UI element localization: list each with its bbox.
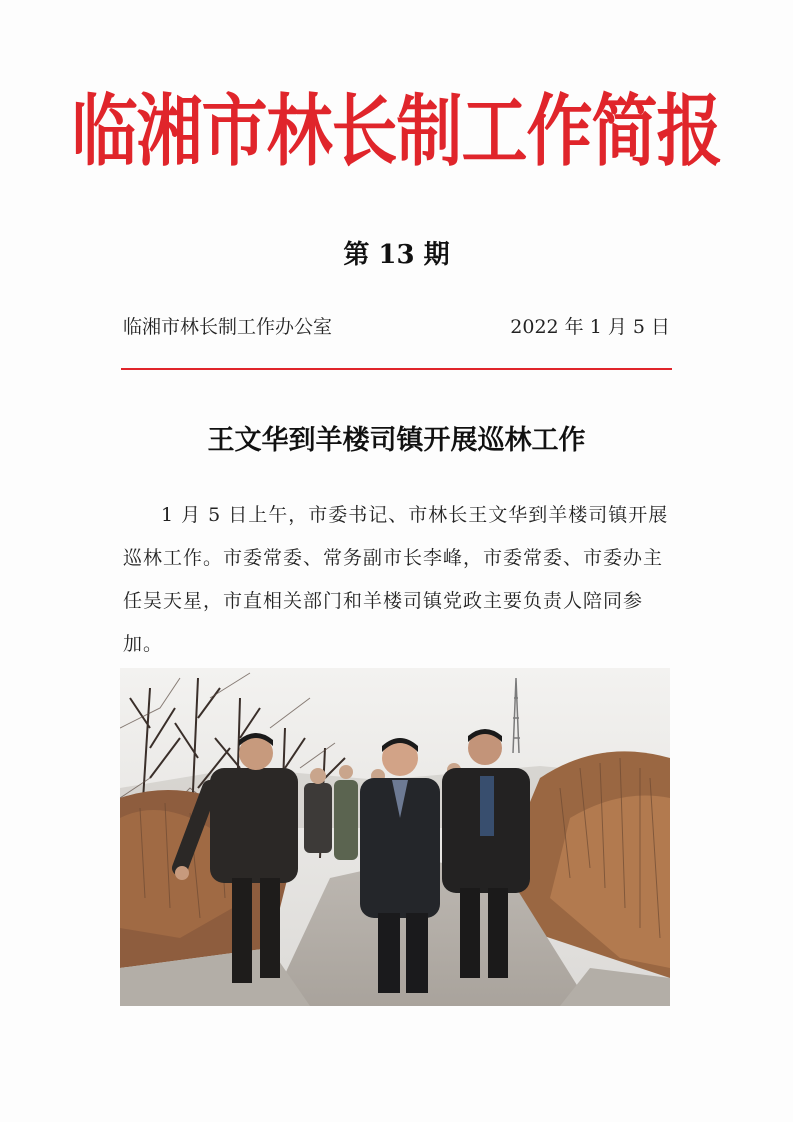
issue-number: 第 13 期 — [343, 240, 450, 270]
issue-meta — [123, 312, 670, 342]
article-photo — [120, 668, 670, 1006]
article-body: 1 月 5 日上午，市委书记、市林长王文华到羊楼司镇开展巡林工作。市委常委、常务副市长李峰，市委常委、市委办主任吴天星，市直相关部门和羊楼司镇党政主要负责人陪同参加。 — [123, 504, 669, 655]
newsletter-masthead: 临湘市林长制工作简报 — [71, 84, 722, 177]
issue-date: 2022 年 1 月 5 日 — [510, 316, 670, 338]
issuing-office: 临湘市林长制工作办公室 — [123, 316, 333, 338]
forest-patrol-photo — [120, 668, 670, 1006]
article-headline: 王文华到羊楼司镇开展巡林工作 — [207, 425, 586, 456]
red-divider — [121, 368, 672, 370]
